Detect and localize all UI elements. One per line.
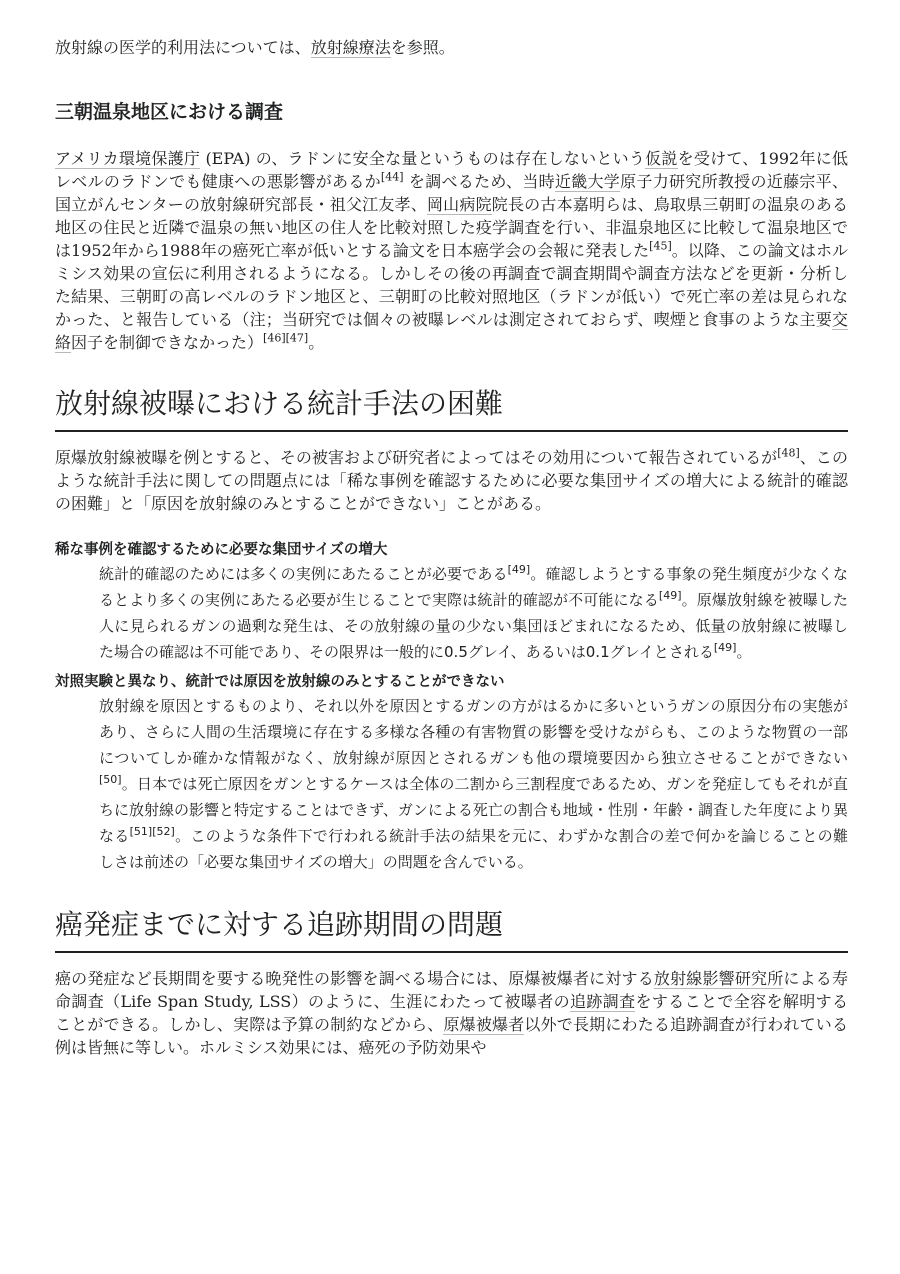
- definition-term-controlled-experiment: 対照実験と異なり、統計では原因を放射線のみとすることができない: [55, 674, 505, 690]
- misasa-paragraph: [55, 147, 848, 354]
- citation-44[interactable]: [44]: [380, 170, 404, 184]
- statistics-section-heading: 放射線被曝における統計手法の困難: [55, 384, 848, 432]
- followup-section-heading: 癌発症までに対する追跡期間の問題: [55, 905, 848, 953]
- citation-49[interactable]: [49]: [713, 641, 737, 654]
- text-span: 癌の発症など長期間を要する晩発性の影響を調べる場合には、原爆被爆者に対する: [55, 969, 654, 988]
- text-span: を受けて、1992年に低レベルのラドンでも健康への悪影響があるか: [55, 149, 848, 191]
- epa-link[interactable]: アメリカ環境保護庁: [55, 149, 201, 168]
- text-span: 。このような条件下で行われる統計手法の結果を元に、わずかな割合の差で何かを論じることの難しさは前述の「必要な集団サイズの増大」の問題を含んでいる。: [99, 827, 848, 871]
- text-span: 因子を制御できなかった）: [71, 333, 264, 352]
- text-span: 統計的確認のためには多くの実例にあたることが必要である: [99, 565, 508, 583]
- text-span: (EPA) の、ラドンに安全な量というものは存在しないという: [200, 149, 646, 168]
- definition-body-population-size: [99, 561, 848, 665]
- text-span: 放射線を原因とするものより、それ以外を原因とするガンの方がはるかに多いというガンの原因分布の実態があり、さらに人間の生活環境に存在する多様な各種の有害物質の影響を受けながらも、このような物質の一部についてしか確かな情報がなく、放射線が原因とされるガンも他の環境要因から独立させることができない: [99, 697, 848, 767]
- text-span: 原子力研究所教授の近藤宗平、国立がんセンターの放射線研究部長・祖父江友孝、: [55, 172, 848, 214]
- text-span: 。以降、この論文はホルミシス効果の宣伝に利用されるようになる。しかしその後の再調査で調査期間や調査方法などを更新・分析した結果、三朝町の高レベルのラドン地区と、三朝町の比較対照地区（ラドンが低い）で死亡率の差は見られなかった、と報告している（注；当研究では個々の被曝レベルは測定されておらず、喫煙と食事のような主要: [55, 241, 848, 329]
- citation-48[interactable]: [48]: [777, 446, 800, 460]
- text-span: 。確認しようとする事象の発生頻度が少なくなるとより多くの実例にあたる必要が生じることで実際は統計的確認が不可能になる: [99, 565, 848, 609]
- text-span: 、このような統計手法に関しての問題点には「稀な事例を確認するために必要な集団サイズの増大による統計的確認の困難」と「原因を放射線のみとすることができない」ことがある。: [55, 448, 848, 513]
- citation-50[interactable]: [50]: [99, 773, 122, 786]
- text-span: 。: [308, 333, 325, 352]
- text-span: 院長の古本嘉明らは、鳥取県三朝町の温泉のある地区の住民と近隣で温泉の無い地区の住人を比較対照した疫学調査を行い、非温泉地区に比較して温泉地区では1952年から1988年の癌死亡率が低いとする論文を日本癌学会の会報に発表した: [55, 195, 848, 260]
- text-span: を調べるため、当時: [403, 172, 555, 191]
- hypothesis-link[interactable]: 仮説: [645, 149, 678, 168]
- radiotherapy-link[interactable]: 放射線療法: [310, 38, 391, 57]
- citation-51[interactable]: [51]: [129, 825, 153, 838]
- hatnote: [55, 36, 848, 59]
- kindai-university-link[interactable]: 近畿大学: [554, 172, 621, 191]
- text-span: 原爆放射線被曝を例とすると、その被害および研究者によってはその効用について報告されているが: [55, 448, 778, 467]
- citation-49[interactable]: [49]: [507, 563, 531, 576]
- text-span: による寿命調査（Life Span Study, LSS）のように、生涯にわたって被曝者の: [55, 969, 848, 1011]
- citation-45[interactable]: [45]: [649, 239, 672, 253]
- misasa-section-heading: 三朝温泉地区における調査: [55, 101, 284, 123]
- text-span: 。日本では死亡原因をガンとするケースは全体の二割から三割程度であるため、ガンを発症してもそれが直ちに放射線の影響と特定することはできず、ガンによる死亡の割合も地域・性別・年齢・調査した年度により異なる: [99, 775, 848, 845]
- followup-study-link[interactable]: 追跡調査: [569, 992, 636, 1011]
- hibakusha-link[interactable]: 原爆被爆者: [443, 1015, 525, 1034]
- text-span: をすることで全容を解明することができる。しかし、実際は予算の制約などから、: [55, 992, 848, 1034]
- statistics-definition-list: [55, 539, 848, 875]
- statistics-intro-paragraph: [55, 446, 848, 515]
- citation-46[interactable]: [46]: [263, 331, 286, 345]
- hatnote-text-end: を参照。: [390, 38, 455, 57]
- citation-52[interactable]: [52]: [152, 825, 175, 838]
- definition-term-population-size: 稀な事例を確認するために必要な集団サイズの増大: [55, 542, 388, 558]
- text-span: 。: [736, 643, 752, 661]
- definition-body-controlled-experiment: [99, 693, 848, 875]
- text-span: 。原爆放射線を被曝した人に見られるガンの過剰な発生は、その放射線の量の少ない集団ほどまれになるため、低量の放射線に被曝した場合の確認は不可能であり、その限界は一般的に0.5グレイ、あるいは0.1グレイとされる: [99, 591, 848, 661]
- citation-49[interactable]: [49]: [658, 589, 682, 602]
- text-span: 以外で長期にわたる追跡調査が行われている例は皆無に等しい。ホルミシス効果には、癌死の予防効果や: [55, 1015, 848, 1057]
- hatnote-text: 放射線の医学的利用法については、: [55, 38, 311, 57]
- citation-47[interactable]: [47]: [285, 331, 309, 345]
- okayama-hospital-link[interactable]: 岡山病院: [426, 195, 492, 214]
- followup-paragraph: [55, 967, 848, 1059]
- confounding-link[interactable]: 交絡: [55, 310, 848, 352]
- rerf-link[interactable]: 放射線影響研究所: [653, 969, 784, 988]
